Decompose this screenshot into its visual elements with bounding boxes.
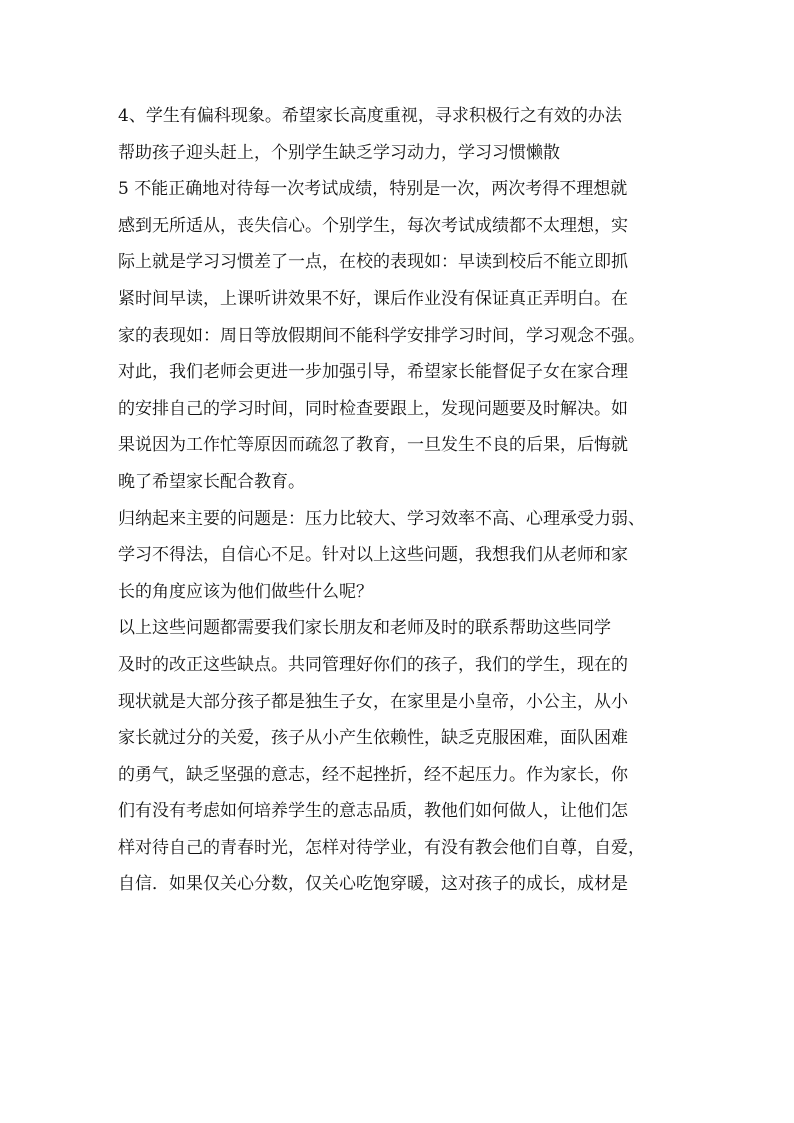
- text-line: 以上这些问题都需要我们家长朋友和老师及时的联系帮助这些同学: [118, 618, 611, 639]
- text-line: 样对待自己的青春时光，怎样对待学业，有没有教会他们自尊，自爱，: [118, 837, 645, 858]
- text-line: 4、学生有偏科现象。希望家长高度重视，寻求积极行之有效的办法: [118, 106, 622, 126]
- text-line: 家的表现如：周日等放假期间不能科学安排学习时间，学习观念不强。: [118, 325, 645, 346]
- text-line: 学习不得法，自信心不足。针对以上这些问题，我想我们从老师和家: [118, 545, 628, 566]
- document-body: [118, 98, 678, 903]
- text-line: 果说因为工作忙等原因而疏忽了教育，一旦发生不良的后果，后悔就: [118, 435, 628, 456]
- text-line: 长的角度应该为他们做些什么呢？: [118, 581, 373, 602]
- text-line: 及时的改正这些缺点。共同管理好你们的孩子，我们的学生，现在的: [118, 654, 628, 675]
- text-line: 自信．如果仅关心分数，仅关心吃饱穿暖，这对孩子的成长，成材是: [118, 874, 628, 895]
- text-line: 晚了希望家长配合教育。: [118, 471, 305, 492]
- text-line: 的勇气，缺乏坚强的意志，经不起挫折，经不起压力。作为家长，你: [118, 764, 628, 785]
- text-line: 归纳起来主要的问题是：压力比较大、学习效率不高、心理承受力弱、: [118, 508, 645, 529]
- text-line: 们有没有考虑如何培养学生的意志品质，教他们如何做人，让他们怎: [118, 801, 628, 822]
- text-line: 的安排自己的学习时间，同时检查要跟上，发现问题要及时解决。如: [118, 398, 628, 419]
- text-line: 家长就过分的关爱，孩子从小产生依赖性，缺乏克服困难，面队困难: [118, 728, 628, 749]
- text-line: 感到无所适从，丧失信心。个别学生，每次考试成绩都不太理想，实: [118, 215, 628, 236]
- text-line: 帮助孩子迎头赶上，个别学生缺乏学习动力，学习习惯懒散: [118, 142, 560, 163]
- text-line: 紧时间早读，上课听讲效果不好，课后作业没有保证真正弄明白。在: [118, 288, 628, 309]
- text-line: 际上就是学习习惯差了一点，在校的表现如：早读到校后不能立即抓: [118, 252, 628, 273]
- text-line: 现状就是大部分孩子都是独生子女，在家里是小皇帝，小公主，从小: [118, 691, 628, 712]
- text-line: 对此，我们老师会更进一步加强引导，希望家长能督促子女在家合理: [118, 362, 628, 383]
- text-line: 5 不能正确地对待每一次考试成绩，特别是一次，两次考得不理想就: [118, 179, 628, 200]
